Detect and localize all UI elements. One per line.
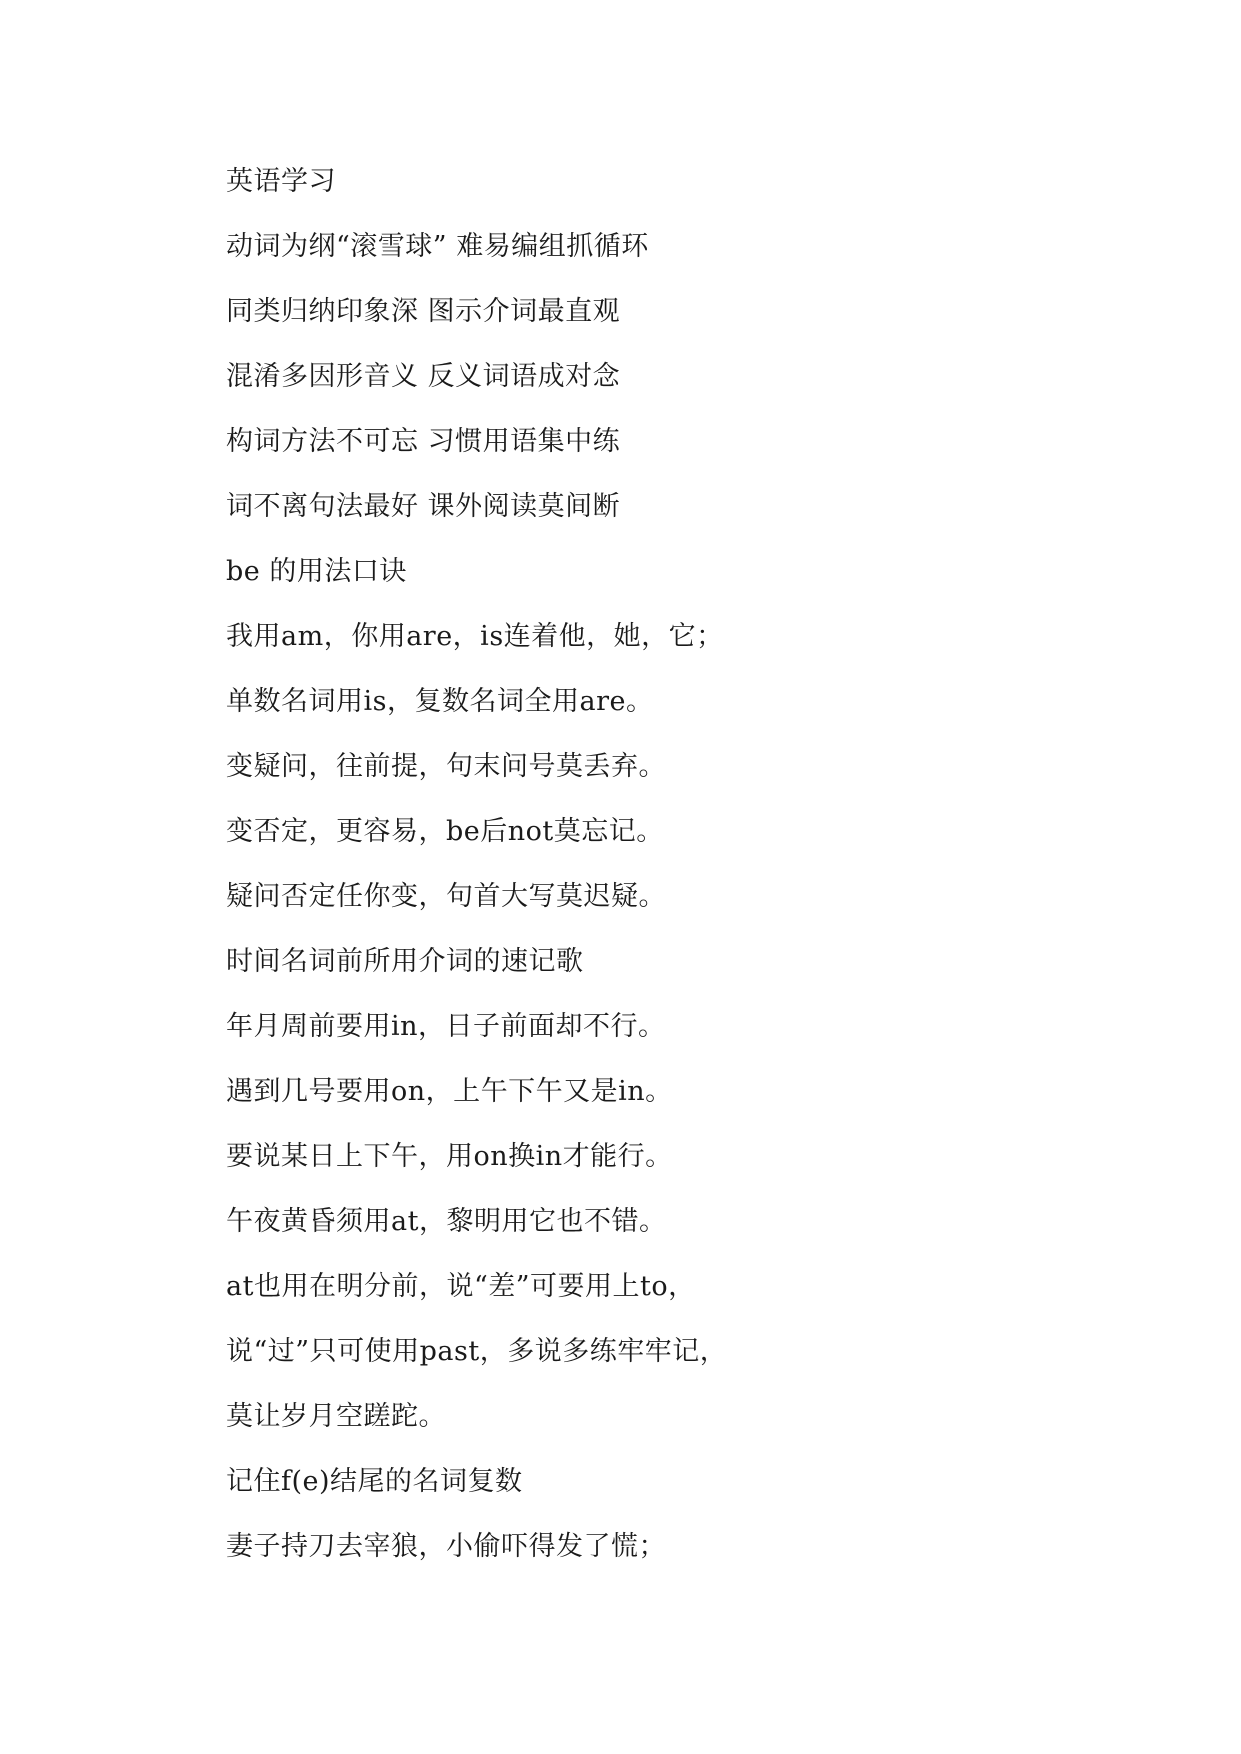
text-line: 莫让岁月空蹉跎。: [226, 1401, 446, 1432]
text-line: 遇到几号要用on，上午下午又是in。: [226, 1076, 673, 1107]
text-line: 变疑问，往前提，句末问号莫丢弃。: [226, 751, 666, 782]
text-line: 同类归纳印象深 图示介词最直观: [226, 296, 621, 327]
text-line: 词不离句法最好 课外阅读莫间断: [226, 491, 621, 522]
document-body: [226, 158, 1126, 1588]
text-line: 年月周前要用in，日子前面却不行。: [226, 1011, 666, 1042]
text-line: 说“过”只可使用past，多说多练牢牢记，: [226, 1336, 728, 1367]
text-line: 要说某日上下午，用on换in才能行。: [226, 1141, 673, 1172]
section-heading: 时间名词前所用介词的速记歌: [226, 946, 584, 977]
text-line: 变否定，更容易，be后not莫忘记。: [226, 816, 664, 847]
text-line: 午夜黄昏须用at，黎明用它也不错。: [226, 1206, 667, 1237]
doc-heading: 英语学习: [226, 166, 336, 197]
text-line: 我用am，你用are，is连着他，她，它；: [226, 621, 724, 652]
section-heading: be 的用法口诀: [226, 556, 407, 587]
text-line: 单数名词用is，复数名词全用are。: [226, 686, 654, 717]
text-line: 构词方法不可忘 习惯用语集中练: [226, 426, 621, 457]
text-line: 妻子持刀去宰狼，小偷吓得发了慌；: [226, 1531, 666, 1562]
section-heading: 记住f(e)结尾的名词复数: [226, 1466, 523, 1497]
text-line: 疑问否定任你变，句首大写莫迟疑。: [226, 881, 666, 912]
text-line: 动词为纲“滚雪球” 难易编组抓循环: [226, 231, 649, 262]
text-line: 混淆多因形音义 反义词语成对念: [226, 361, 621, 392]
text-line: at也用在明分前，说“差”可要用上to，: [226, 1271, 696, 1302]
